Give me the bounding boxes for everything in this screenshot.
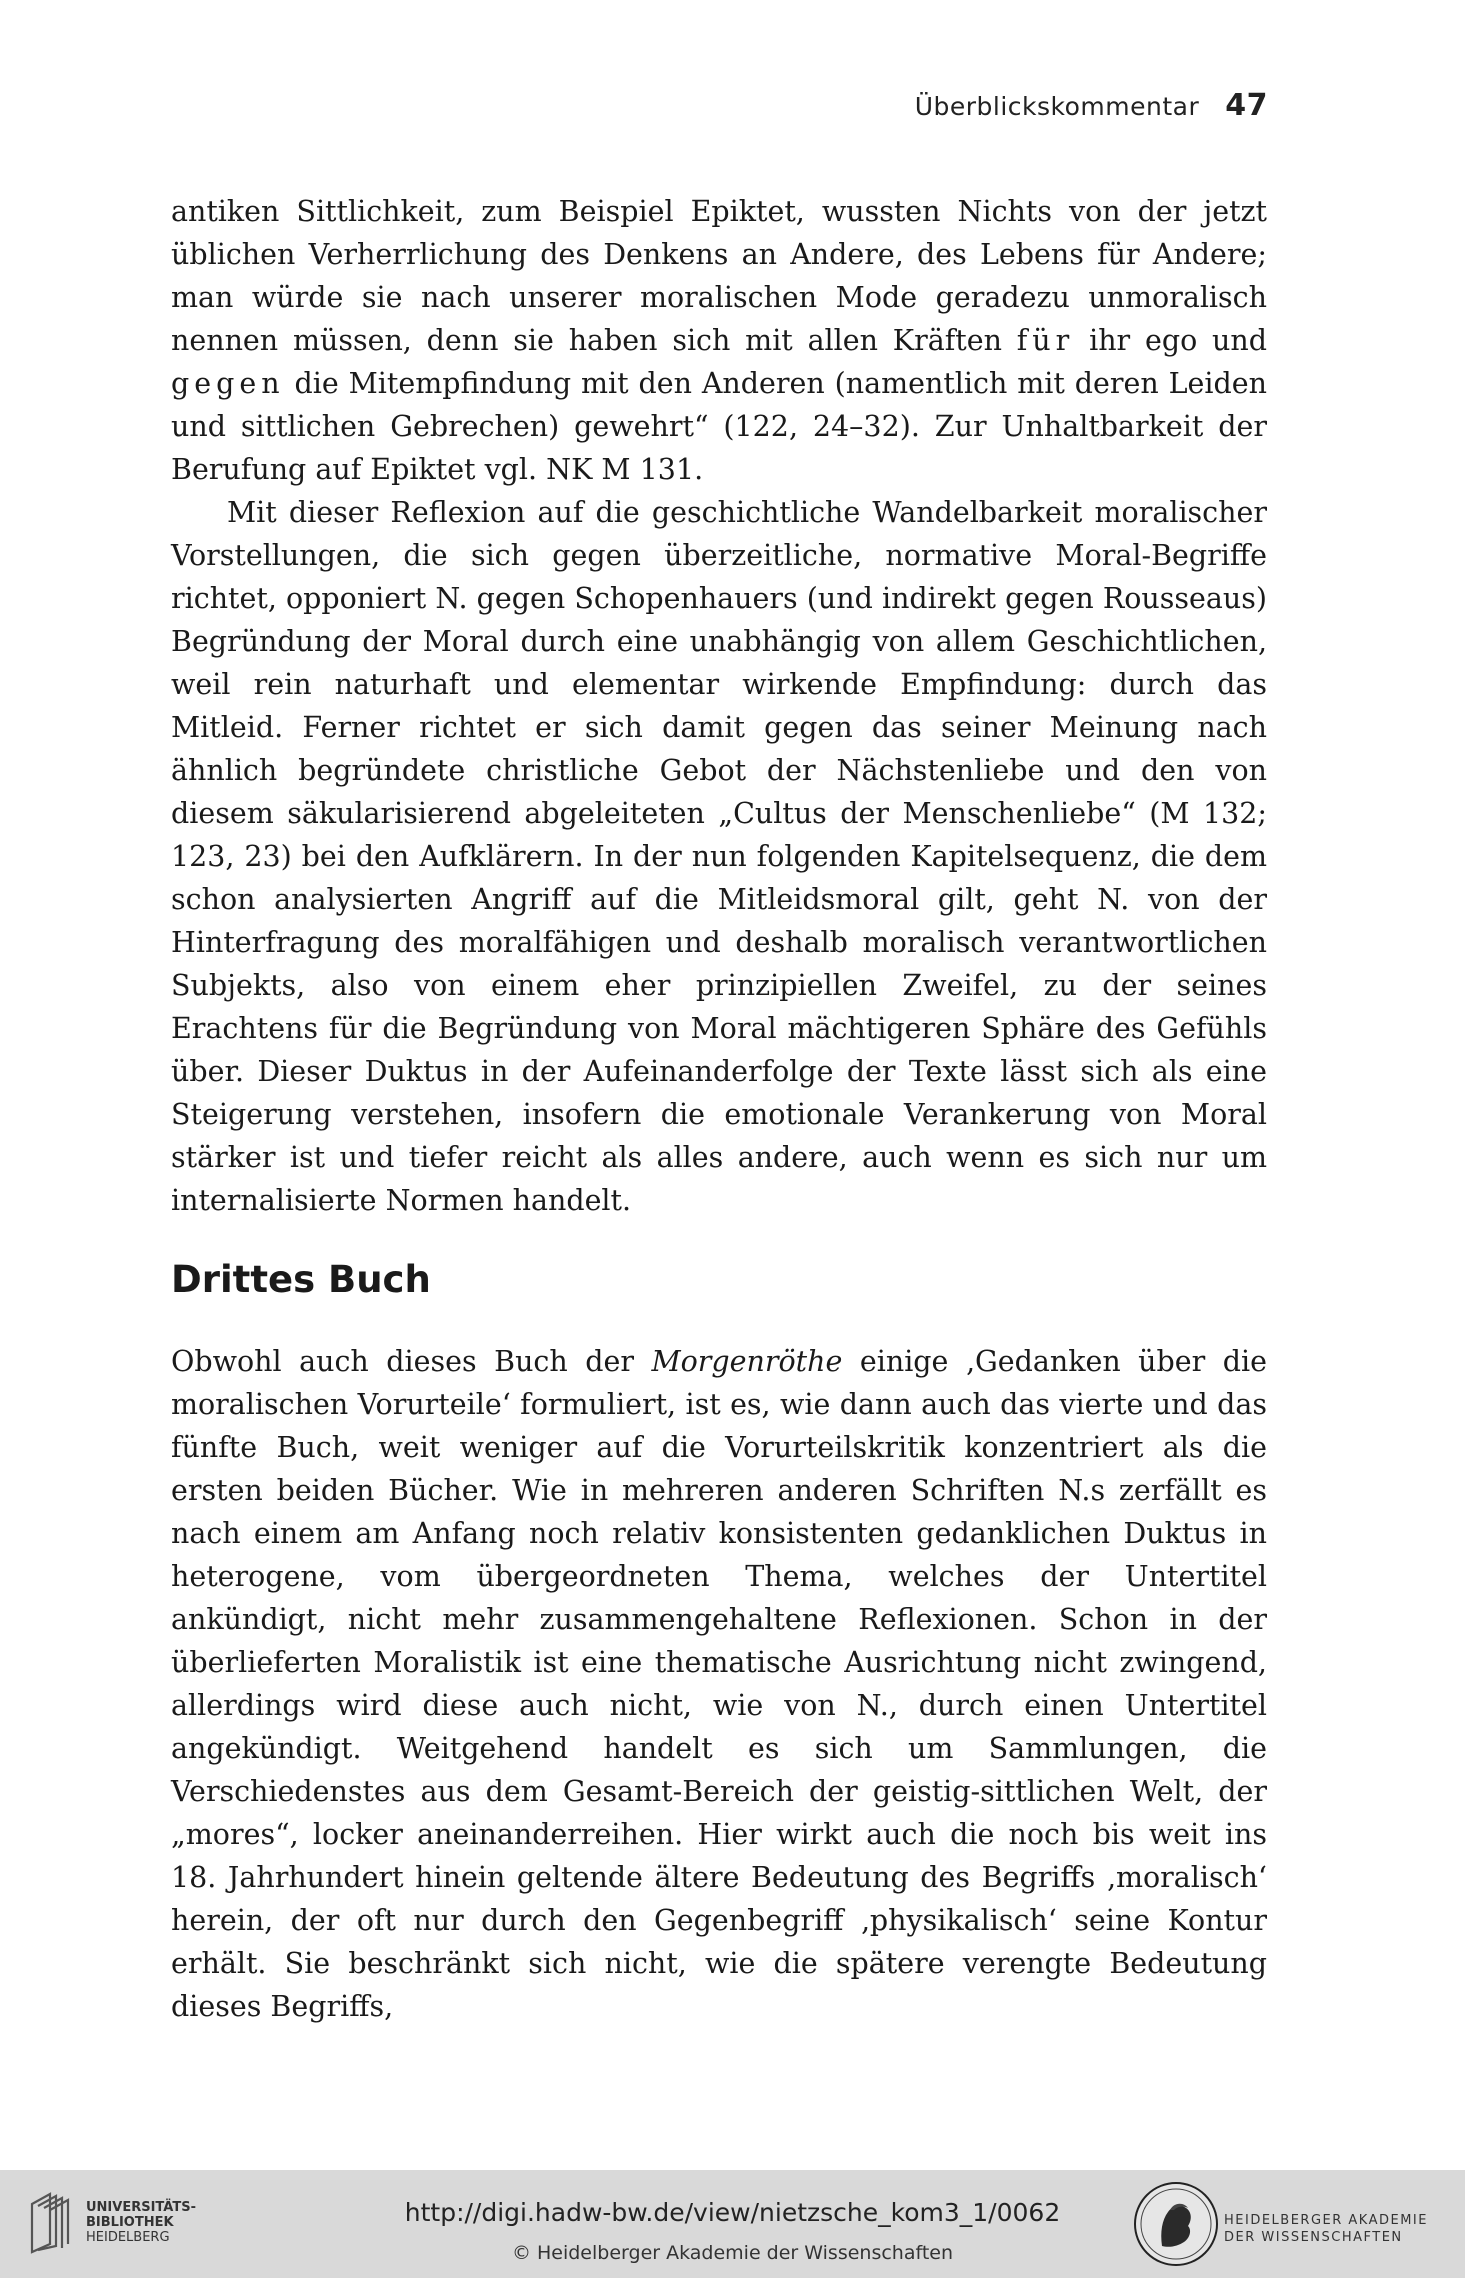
academy-seal-icon — [1132, 2180, 1220, 2268]
paragraph — [171, 1340, 1267, 2028]
spaced-word-fuer: für — [1016, 324, 1075, 357]
academy-name-line: DER WISSENSCHAFTEN — [1224, 2230, 1403, 2245]
body-text-upper — [171, 190, 1267, 1222]
spaced-word-gegen: gegen — [171, 367, 285, 400]
italic-title: Morgenröthe — [651, 1345, 843, 1378]
library-name-line: BIBLIOTHEK — [86, 2215, 174, 2230]
source-url-link[interactable]: http://digi.hadw-bw.de/view/nietzsche_kom3_1/0062 — [404, 2198, 1061, 2227]
running-head — [915, 88, 1268, 123]
paragraph-continued — [171, 190, 1267, 491]
page-number: 47 — [1225, 88, 1268, 123]
text-run: Obwohl auch dieses Buch der — [171, 1345, 652, 1378]
academy-name — [1224, 2212, 1428, 2246]
library-name-line: UNIVERSITÄTS- — [86, 2200, 196, 2215]
text-run: antiken Sittlichkeit, zum Beispiel Epiktet, wussten Nichts von der jetzt üblichen Verherrlichung des Denkens an Andere, des Lebens für Andere; man würde sie nach unserer moralischen Mode geradezu unmoralisch nennen müssen, denn sie haben sich mit allen Kräften — [171, 195, 1267, 357]
library-name-line: HEIDELBERG — [86, 2230, 170, 2245]
footer-bar — [0, 2170, 1465, 2278]
running-head-title: Überblickskommentar — [914, 92, 1200, 121]
copyright-notice: © Heidelberger Akademie der Wissenschaften — [511, 2242, 954, 2264]
text-run: die Mitempfindung mit den Anderen (namentlich mit deren Leiden und sittlichen Gebrechen) gewehrt“ (122, 24–32). Zur Unhaltbarkeit der Berufung auf Epiktet vgl. NK M 131. — [171, 367, 1267, 486]
text-run: ihr ego und — [1074, 324, 1268, 357]
academy-name-line: HEIDELBERGER AKADEMIE — [1224, 2213, 1428, 2228]
text-run: einige ‚Gedanken über die moralischen Vorurteile‘ formuliert, ist es, wie dann auch das vierte und das fünfte Buch, weit weniger auf die Vorurteilskritik konzentriert als die ersten beiden Bücher. Wie in mehreren anderen Schriften N.s zerfällt es nach einem am Anfang noch relativ konsistenten gedanklichen Duktus in heterogene, vom übergeordneten Thema, welches der Untertitel ankündigt, nicht mehr zusammengehaltene Reflexionen. Schon in der überlieferten Moralistik ist eine thematische Ausrichtung nicht zwingend, allerdings wird diese auch nicht, wie von N., durch einen Untertitel angekündigt. Weitgehend handelt es sich um Sammlungen, die Verschiedenstes aus dem Gesamt-Bereich der geistig-sittlichen Welt, der „mores“, locker aneinanderreihen. Hier wirkt auch die noch bis weit ins 18. Jahrhundert hinein geltende ältere Bedeutung des Begriffs ‚moralisch‘ herein, der oft nur durch den Gegenbegriff ‚physikalisch‘ seine Kontur erhält. Sie beschränkt sich nicht, wie die spätere verengte Bedeutung dieses Begriffs, — [171, 1345, 1267, 2023]
body-text-lower — [171, 1340, 1267, 2028]
paragraph: Mit dieser Reflexion auf die geschichtliche Wandelbarkeit moralischer Vorstellungen, die sich gegen überzeitliche, normative Moral-Begriffe richtet, opponiert N. gegen Schopenhauers (und indirekt gegen Rousseaus) Begründung der Moral durch eine unabhängig von allem Geschichtlichen, weil rein naturhaft und elementar wirkende Empfindung: durch das Mitleid. Ferner richtet er sich damit gegen das seiner Meinung nach ähnlich begründete christliche Gebot der Nächstenliebe und den von diesem säkularisierend abgeleiteten „Cultus der Menschenliebe“ (M 132; 123, 23) bei den Aufklärern. In der nun folgenden Kapitelsequenz, die dem schon analysierten Angriff auf die Mitleidsmoral gilt, geht N. von der Hinterfragung des moralfähigen und deshalb moralisch verantwortlichen Subjekts, also von einem eher prinzipiellen Zweifel, zu der seines Erachtens für die Begründung von Moral mächtigeren Sphäre des Gefühls über. Dieser Duktus in der Aufeinanderfolge der Texte lässt sich als eine Steigerung verstehen, insofern die emotionale Verankerung von Moral stärker ist und tiefer reicht als alles andere, auch wenn es sich nur um internalisierte Normen handelt. — [171, 496, 1267, 1217]
section-heading: Drittes Buch — [171, 1258, 431, 1301]
